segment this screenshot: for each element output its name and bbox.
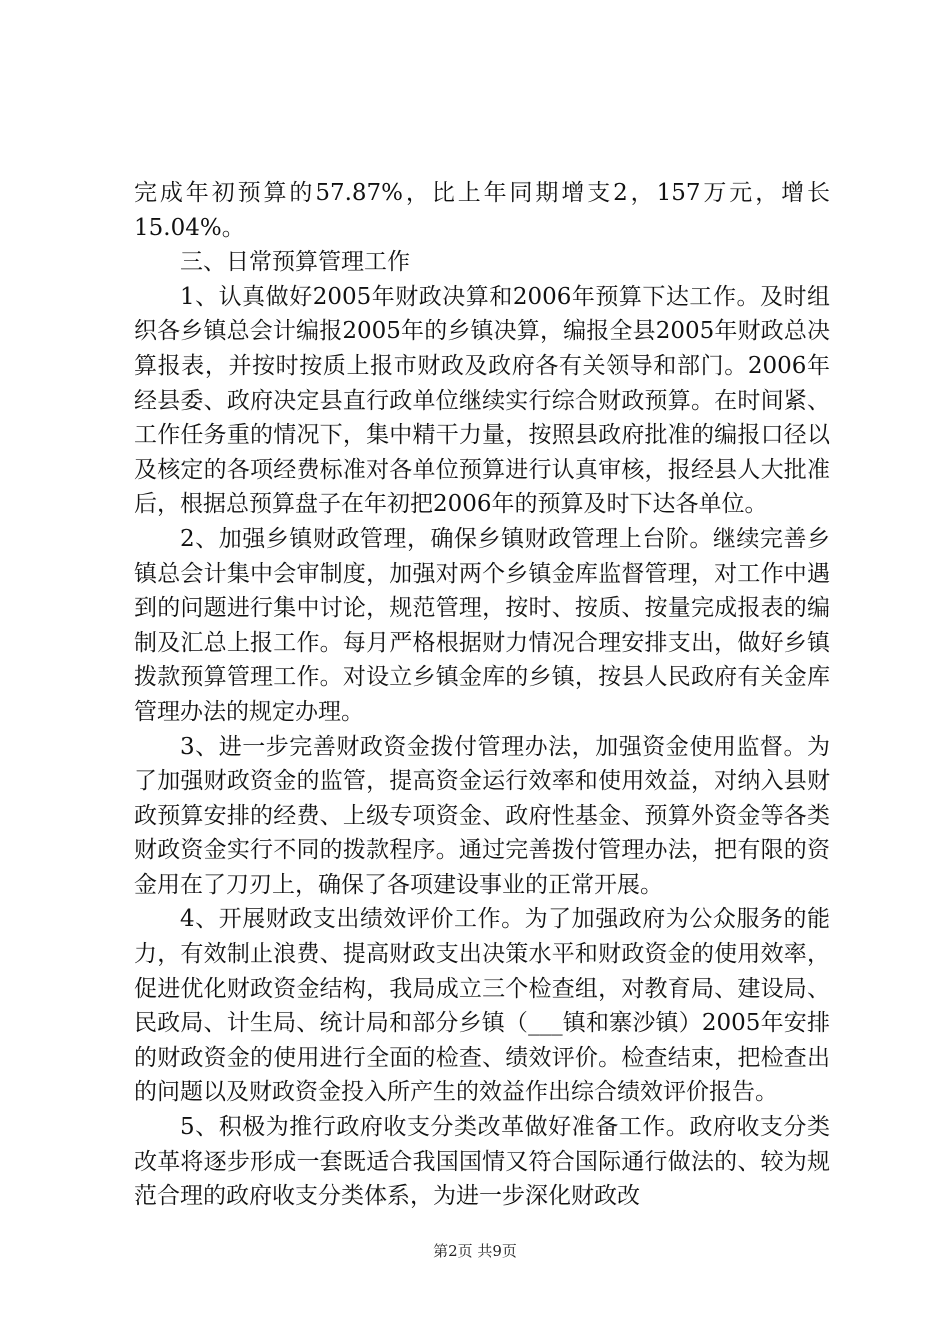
- section-heading: 三、日常预算管理工作: [180, 249, 410, 276]
- paragraph-item-5: 5、积极为推行政府收支分类改革做好准备工作。政府收支分类改革将逐步形成一套既适合我国国情又符合国际通行做法的、较为规范合理的政府收支分类体系，为进一步深化财政改: [134, 1114, 830, 1210]
- paragraph-item-4: 4、开展财政支出绩效评价工作。为了加强政府为公众服务的能力，有效制止浪费、提高财政支出决策水平和财政资金的使用效率，促进优化财政资金结构，我局成立三个检查组，对教育局、建设局、民政局、计生局、统计局和部分乡镇（___镇和寨沙镇）2005年安排的财政资金的使用进行全面的检查、绩效评价。检查结束，把检查出的问题以及财政资金投入所产生的效益作出综合绩效评价报告。: [134, 906, 830, 1106]
- document-body: [134, 176, 830, 1214]
- paragraph-item-2: 2、加强乡镇财政管理，确保乡镇财政管理上台阶。继续完善乡镇总会计集中会审制度，加强对两个乡镇金库监督管理，对工作中遇到的问题进行集中讨论，规范管理，按时、按质、按量完成报表的编制及汇总上报工作。每月严格根据财力情况合理安排支出，做好乡镇拨款预算管理工作。对设立乡镇金库的乡镇，按县人民政府有关金库管理办法的规定办理。: [134, 525, 830, 725]
- paragraph-1: 完成年初预算的57.87%，比上年同期增支2，157万元，增长15.04%。: [134, 180, 830, 241]
- paragraph-item-1: 1、认真做好2005年财政决算和2006年预算下达工作。及时组织各乡镇总会计编报2005年的乡镇决算，编报全县2005年财政总决算报表，并按时按质上报市财政及政府各有关领导和部门。2006年经县委、政府决定县直行政单位继续实行综合财政预算。在时间紧、工作任务重的情况下，集中精干力量，按照县政府批准的编报口径以及核定的各项经费标准对各单位预算进行认真审核，报经县人大批准后，根据总预算盘子在年初把2006年的预算及时下达各单位。: [134, 283, 830, 518]
- paragraph-item-3: 3、进一步完善财政资金拨付管理办法，加强资金使用监督。为了加强财政资金的监管，提高资金运行效率和使用效益，对纳入县财政预算安排的经费、上级专项资金、政府性基金、预算外资金等各类财政资金实行不同的拨款程序。通过完善拨付管理办法，把有限的资金用在了刀刃上，确保了各项建设事业的正常开展。: [134, 733, 830, 898]
- page-number-footer: 第2页 共9页: [433, 1242, 517, 1260]
